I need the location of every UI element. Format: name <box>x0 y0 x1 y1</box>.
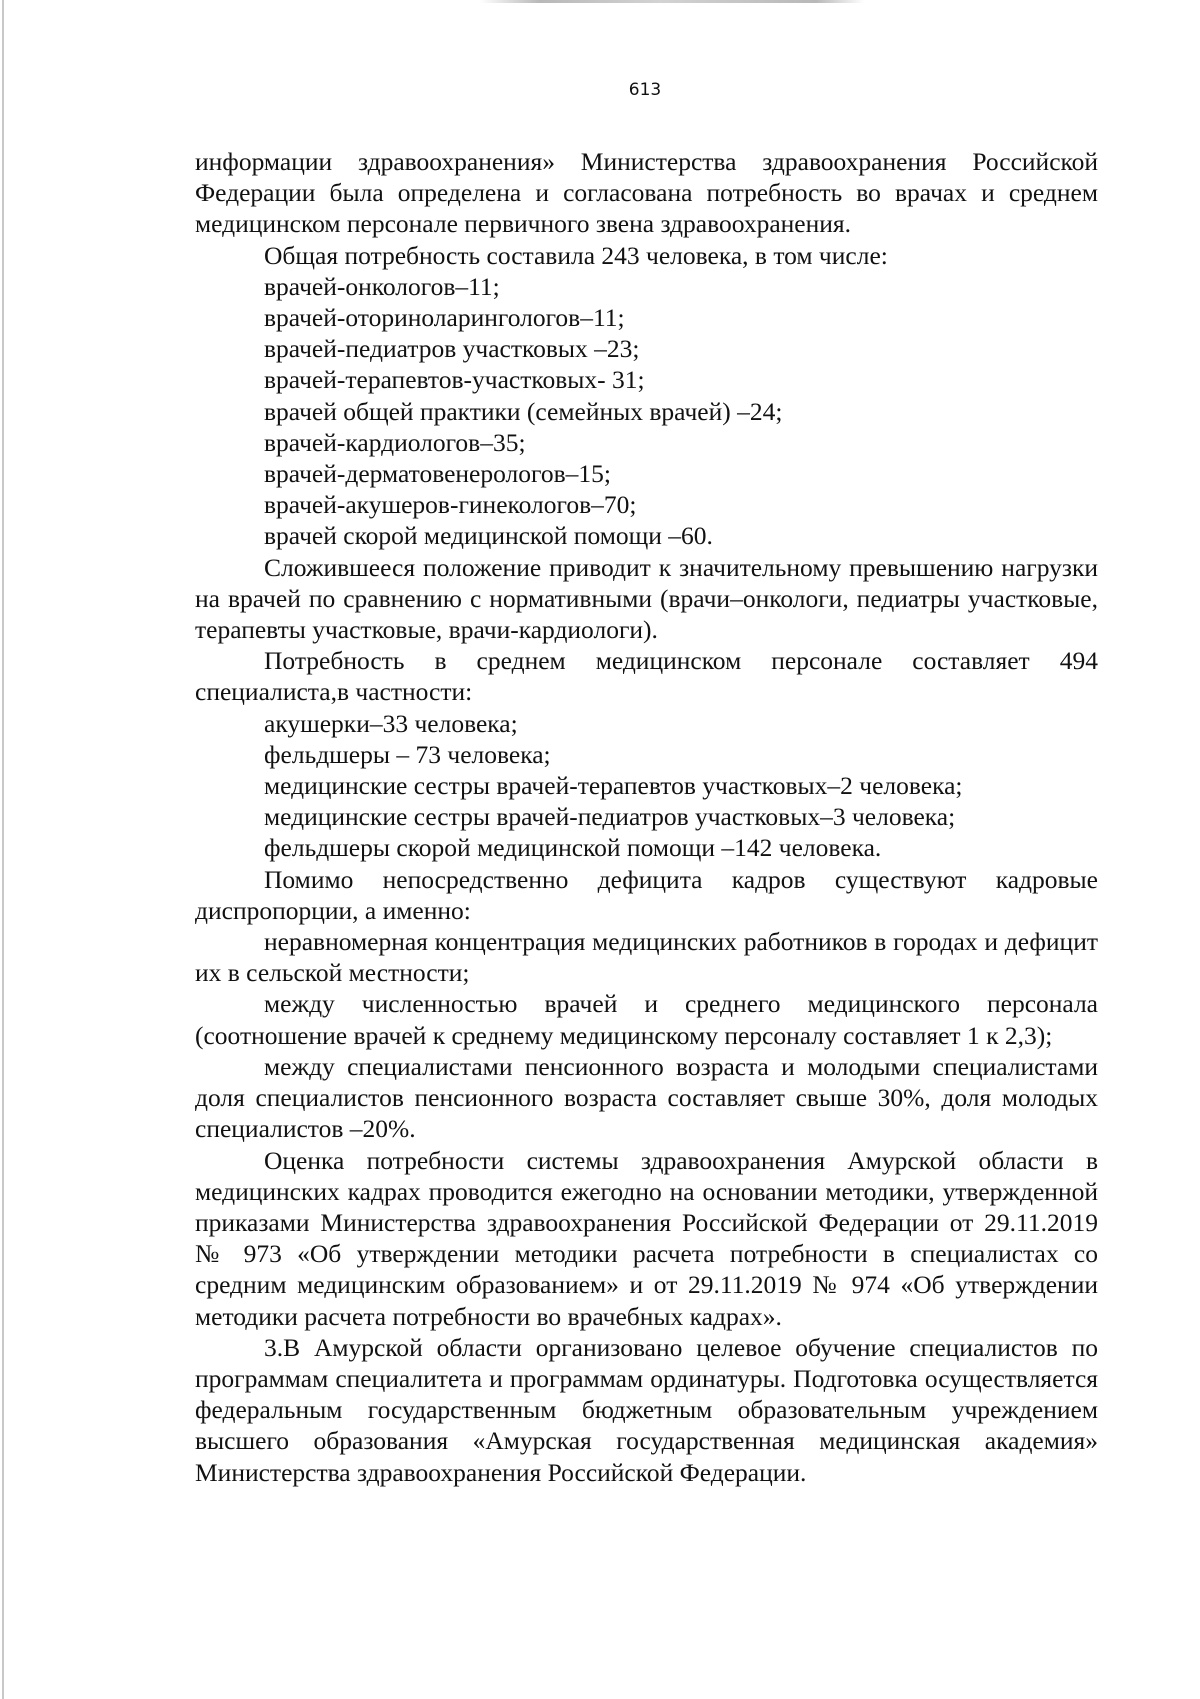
list-item: врачей-терапевтов-участковых- 31; <box>264 365 645 395</box>
list-item: врачей-акушеров-гинекологов–70; <box>264 490 637 520</box>
scan-edge-left <box>2 0 4 1699</box>
list-item: медицинские сестры врачей-педиатров участковых–3 человека; <box>264 802 956 832</box>
paragraph-continuation: информации здравоохранения» Министерства здравоохранения Российской Федерации была определена и согласована потребность во врачах и среднем медицинском персонале первичного звена здравоохранения. <box>195 147 1098 239</box>
paragraph-training: 3.В Амурской области организовано целевое обучение специалистов по программам специалитета и программам ординатуры. Подготовка осуществляется федеральным государственным бюджетным образовательным учреждением высшего образования «Амурская государственная медицинская академия» Министерства здравоохранения Российской Федерации. <box>195 1332 1098 1487</box>
list-item: врачей общей практики (семейных врачей) –24; <box>264 396 783 426</box>
list-item: медицинские сестры врачей-терапевтов участковых–2 человека; <box>264 771 963 801</box>
paragraph-total-doctors: Общая потребность составила 243 человека, в том числе: <box>264 240 888 270</box>
list-item: врачей-кардиологов–35; <box>264 427 526 457</box>
document-body <box>195 146 1098 1488</box>
list-item: врачей-дерматовенерологов–15; <box>264 459 611 489</box>
paragraph-disproportion-item: между специалистами пенсионного возраста и молодыми специалистами доля специалистов пенсионного возраста составляет свыше 30%, доля молодых специалистов –20%. <box>195 1051 1098 1144</box>
list-item: врачей-оториноларингологов–11; <box>264 303 625 333</box>
paragraph-nursing-need: Потребность в среднем медицинском персонале составляет 494 специалиста,в частности: <box>195 646 1098 707</box>
list-item: врачей-онкологов–11; <box>264 271 500 301</box>
list-item: фельдшеры скорой медицинской помощи –142 человека. <box>264 833 882 863</box>
list-item: врачей скорой медицинской помощи –60. <box>264 521 713 551</box>
list-item: фельдшеры – 73 человека; <box>264 739 551 769</box>
paragraph-assessment: Оценка потребности системы здравоохранения Амурской области в медицинских кадрах проводится ежегодно на основании методики, утвержденной приказами Министерства здравоохранения Российской Федерации от 29.11.2019 № 973 «Об утверждении методики расчета потребности в специалистах со средним медицинским образованием» и от 29.11.2019 № 974 «Об утверждении методики расчета потребности во врачебных кадрах». <box>195 1145 1098 1331</box>
list-item: акушерки–33 человека; <box>264 708 518 738</box>
scan-edge-top <box>0 0 1200 3</box>
paragraph-workload: Сложившееся положение приводит к значительному превышению нагрузки на врачей по сравнению с нормативными (врачи–онкологи, педиатры участковые, терапевты участковые, врачи-кардиологи). <box>195 552 1098 645</box>
paragraph-disproportion-item: между численностью врачей и среднего медицинского персонала (соотношение врачей к среднему медицинскому персоналу составляет 1 к 2,3); <box>195 989 1098 1050</box>
paragraph-disproportion-item: неравномерная концентрация медицинских работников в городах и дефицит их в сельской местности; <box>195 927 1098 988</box>
paragraph-disproportions: Помимо непосредственно дефицита кадров существуют кадровые диспропорции, а именно: <box>195 864 1098 925</box>
page-number: 613 <box>628 80 662 100</box>
list-item: врачей-педиатров участковых –23; <box>264 334 640 364</box>
